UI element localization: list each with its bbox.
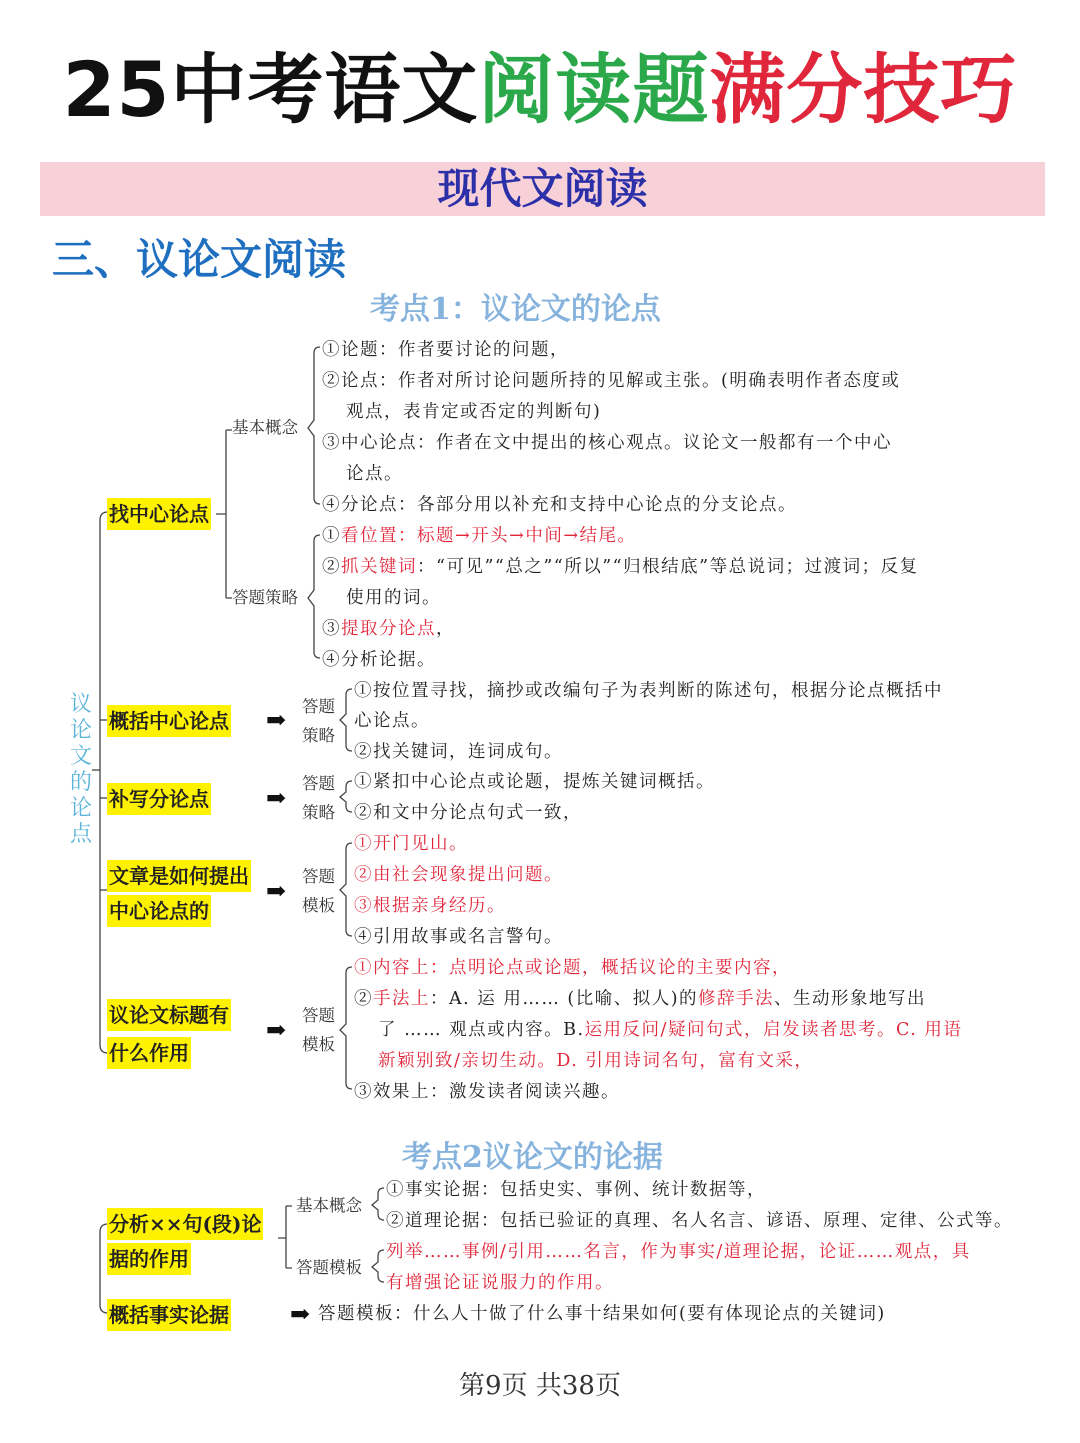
strategy-highlight: 抓关键词 bbox=[341, 557, 417, 577]
highlight: 修辞手法 bbox=[698, 989, 775, 1009]
title-role-item: ③效果上：激发读者阅读兴趣。 bbox=[354, 1082, 620, 1102]
strategy-brace bbox=[308, 535, 320, 658]
vertical-label-char: 论 bbox=[69, 718, 92, 743]
kaodian1-title: 考点1：议论文的论点 bbox=[370, 292, 661, 327]
text: 、生动形象地写出 bbox=[774, 989, 927, 1009]
title-part-2: 阅读题 bbox=[478, 45, 710, 134]
strategy-highlight: 看位置：标题→开头→中间→结尾。 bbox=[341, 526, 637, 546]
how-brace bbox=[340, 843, 352, 936]
section-banner bbox=[40, 162, 1045, 216]
summarize-item: ①按位置寻找，摘抄或改编句子为表判断的陈述句，根据分论点概括中 bbox=[354, 681, 943, 701]
basic-item: ②论点：作者对所讨论问题所持的见解或主张。(明确表明作者态度或 bbox=[322, 371, 901, 391]
item-number: ② bbox=[354, 989, 373, 1009]
title-role-label-line2: 什么作用 bbox=[107, 1037, 191, 1069]
fact-evidence-template: 答题模板：什么人十做了什么事十结果如何(要有体现论点的关键词) bbox=[318, 1304, 886, 1324]
k2-template-brace bbox=[372, 1250, 384, 1282]
basic-item: 观点，表肯定或否定的判断句) bbox=[346, 402, 602, 422]
strategy-item: ④分析论据。 bbox=[322, 650, 436, 670]
arrow-right-icon: ➡ bbox=[266, 706, 287, 734]
title-role-item bbox=[378, 1015, 962, 1046]
basic-item: ③中心论点：作者在文中提出的核心观点。议论文一般都有一个中心 bbox=[322, 433, 892, 453]
analyze-evidence-label-line2: 据的作用 bbox=[107, 1243, 191, 1275]
vertical-label-char: 文 bbox=[69, 744, 92, 769]
arrow-right-icon: ➡ bbox=[266, 784, 287, 812]
arrow-right-icon: ➡ bbox=[290, 1300, 311, 1328]
k2-basic-item: ②道理论据：包括已验证的真理、名人名言、谚语、原理、定律、公式等。 bbox=[386, 1211, 1013, 1231]
page-number: 第9页 共38页 bbox=[459, 1371, 621, 1401]
k2-basic-brace bbox=[372, 1188, 384, 1220]
title-role-item: 新颖别致/亲切生动。D. 引用诗词名句，富有文采， bbox=[378, 1051, 814, 1071]
summarize-central-argument-label: 概括中心论点 bbox=[107, 705, 231, 737]
title-part-1: 25中考语文 bbox=[62, 45, 479, 134]
summarize-item: ②找关键词，连词成句。 bbox=[354, 742, 563, 762]
basic-brace bbox=[308, 347, 320, 504]
basic-concept-label: 基本概念 bbox=[232, 418, 298, 437]
vertical-label-char: 论 bbox=[69, 796, 92, 821]
kaodian2-title: 考点2议论文的论据 bbox=[402, 1140, 663, 1175]
template-label: 模板 bbox=[302, 1035, 335, 1054]
supplement-brace bbox=[340, 781, 352, 812]
basic-item: ④分论点：各部分用以补充和支持中心论点的分支论点。 bbox=[322, 495, 797, 515]
basic-concept-label: 基本概念 bbox=[296, 1196, 362, 1215]
title-role-label-line1: 议论文标题有 bbox=[107, 999, 231, 1031]
k2-template-item: 有增强论证说服力的作用。 bbox=[386, 1273, 614, 1293]
strategy-item bbox=[322, 614, 455, 645]
vertical-label-char: 议 bbox=[69, 692, 92, 717]
basic-item: ①论题：作者要讨论的问题， bbox=[322, 340, 569, 360]
text: 了 …… 观点或内容。B. bbox=[378, 1020, 585, 1040]
page-title bbox=[0, 40, 1080, 140]
how-item: ④引用故事或名言警句。 bbox=[354, 927, 563, 947]
title-role-item bbox=[354, 984, 926, 1015]
item-number: ① bbox=[322, 526, 341, 546]
strategy-text: ：“可见”“总之”“所以”“归根结底”等总说词；过渡词；反复 bbox=[417, 557, 919, 577]
find-central-argument-label: 找中心论点 bbox=[107, 498, 211, 530]
k2-basic-item: ①事实论据：包括史实、事例、统计数据等， bbox=[386, 1180, 766, 1200]
highlight: 手法上 bbox=[373, 989, 430, 1009]
how-item: ②由社会现象提出问题。 bbox=[354, 865, 563, 885]
strategy-label: 策略 bbox=[302, 803, 335, 822]
answer-label: 答题 bbox=[302, 697, 335, 716]
how-item: ③根据亲身经历。 bbox=[354, 896, 506, 916]
summarize-brace bbox=[340, 689, 352, 751]
arrow-right-icon: ➡ bbox=[266, 1016, 287, 1044]
find-branch bbox=[216, 430, 232, 598]
vertical-topic-label bbox=[66, 692, 96, 848]
strategy-item bbox=[322, 521, 637, 552]
basic-item: 论点。 bbox=[346, 464, 403, 484]
arrow-right-icon: ➡ bbox=[266, 877, 287, 905]
analyze-evidence-label-line1: 分析××句(段)论 bbox=[107, 1208, 263, 1240]
strategy-item bbox=[322, 552, 919, 583]
highlight: 运用反问/疑问句式，启发读者思考。C. 用语 bbox=[584, 1020, 963, 1040]
supplement-item: ①紧扣中心论点或论题，提炼关键词概括。 bbox=[354, 772, 715, 792]
how-item: ①开门见山。 bbox=[354, 834, 468, 854]
answer-label: 答题 bbox=[302, 774, 335, 793]
answer-label: 答题 bbox=[302, 867, 335, 886]
strategy-text: ， bbox=[436, 619, 455, 639]
vertical-label-char: 的 bbox=[69, 770, 92, 795]
how-raised-label-line2: 中心论点的 bbox=[107, 895, 211, 927]
strategy-highlight: 提取分论点 bbox=[341, 619, 436, 639]
supplement-item: ②和文中分论点句式一致， bbox=[354, 803, 582, 823]
summarize-fact-evidence-label: 概括事实论据 bbox=[107, 1299, 231, 1331]
title-role-item: ①内容上：点明论点或论题，概括议论的主要内容， bbox=[354, 958, 791, 978]
item-number: ② bbox=[322, 557, 341, 577]
k2-analyze-branch bbox=[278, 1206, 292, 1268]
vertical-label-char: 点 bbox=[69, 822, 92, 847]
strategy-label: 策略 bbox=[302, 726, 335, 745]
template-label: 模板 bbox=[302, 896, 335, 915]
supplement-sub-argument-label: 补写分论点 bbox=[107, 783, 211, 815]
banner-text: 现代文阅读 bbox=[437, 164, 648, 213]
k2-template-item: 列举……事例/引用……名言，作为事实/道理论据，论证……观点，具 bbox=[386, 1242, 971, 1262]
title-part-3: 满分技巧 bbox=[709, 45, 1018, 134]
title-brace bbox=[340, 967, 352, 1089]
strategy-item: 使用的词。 bbox=[346, 588, 441, 608]
how-raised-label-line1: 文章是如何提出 bbox=[107, 860, 251, 892]
item-number: ③ bbox=[322, 619, 341, 639]
answer-template-label: 答题模板 bbox=[296, 1258, 362, 1277]
section-heading: 三、议论文阅读 bbox=[52, 235, 347, 284]
answer-strategy-label: 答题策略 bbox=[232, 588, 298, 607]
summarize-item: 心论点。 bbox=[354, 711, 430, 731]
text: ：A. 运 用…… (比喻、拟人)的 bbox=[430, 989, 699, 1009]
answer-label: 答题 bbox=[302, 1006, 335, 1025]
